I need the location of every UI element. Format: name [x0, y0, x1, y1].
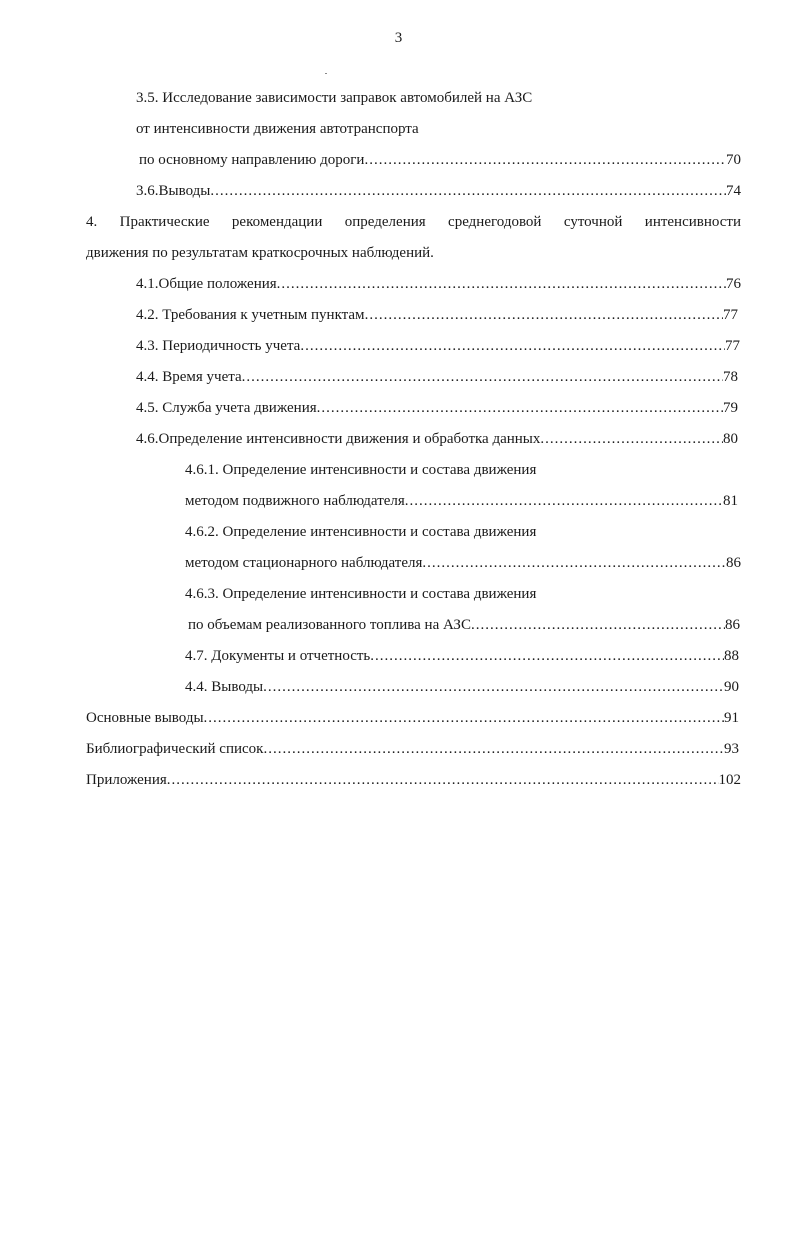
leader-dots — [540, 430, 723, 448]
toc-title: 4.5. Служба учета движения — [136, 400, 317, 416]
toc-entry-4-3 — [136, 337, 740, 355]
toc-4-6-1-line1: 4.6.1. Определение интенсивности и состава движения — [185, 462, 537, 478]
toc-title: Основные выводы — [86, 710, 204, 726]
leader-dots — [365, 306, 723, 324]
leader-dots — [364, 151, 726, 169]
leader-dots — [405, 492, 723, 510]
page-ref: 77 — [723, 307, 738, 323]
toc-entry-3-5 — [139, 151, 741, 169]
toc-entry-bibliography — [86, 740, 739, 758]
toc-3-5-line3: по основному направлению дороги — [139, 152, 365, 168]
page-number: 3 — [394, 30, 403, 46]
leader-dots — [204, 709, 724, 727]
toc-entry-4-6-2 — [185, 554, 741, 572]
page-ref: 70 — [726, 152, 741, 168]
toc-3-5-line1: 3.5. Исследование зависимости заправок автомобилей на АЗС — [136, 90, 533, 106]
toc-title: 4.4. Время учета — [136, 369, 242, 385]
leader-dots — [263, 678, 724, 696]
toc-title: 4.7. Документы и отчетность — [185, 648, 371, 664]
toc-entry-4-6-3 — [188, 616, 740, 634]
toc-4-6-3-line1: 4.6.3. Определение интенсивности и состава движения — [185, 586, 537, 602]
toc-title: 3.6.Выводы — [136, 183, 211, 199]
page-ref: 86 — [726, 555, 741, 571]
page-ref: 80 — [723, 431, 738, 447]
page-ref: 93 — [724, 741, 739, 757]
toc-entry-4-4 — [136, 368, 738, 386]
leader-dots — [263, 740, 724, 758]
page-ref: 77 — [725, 338, 740, 354]
toc-entry-4-2 — [136, 306, 738, 324]
toc-entry-4-4-conclusions — [185, 678, 739, 696]
toc-title: 4.6.Определение интенсивности движения и обработка данных — [136, 431, 541, 447]
leader-dots — [422, 554, 726, 572]
page-ref: 81 — [723, 493, 738, 509]
leader-dots — [277, 275, 726, 293]
page-ref: 76 — [726, 276, 741, 292]
leader-dots — [300, 337, 725, 355]
page-ref: 102 — [718, 772, 741, 788]
toc-title: методом стационарного наблюдателя — [185, 555, 423, 571]
leader-dots — [242, 368, 723, 386]
page-ref: 88 — [724, 648, 739, 664]
toc-4-line1: 4. Практические рекомендации определения среднегодовой суточной интенсивности — [86, 214, 741, 230]
leader-dots — [210, 182, 726, 200]
toc-title: 4.2. Требования к учетным пунктам — [136, 307, 365, 323]
toc-entry-4-6 — [136, 430, 738, 448]
page-ref: 79 — [723, 400, 738, 416]
toc-entry-4-6-1 — [185, 492, 738, 510]
page-ref: 86 — [725, 617, 740, 633]
leader-dots — [471, 616, 725, 634]
scan-speck — [325, 73, 327, 74]
toc-3-5-line2: от интенсивности движения автотранспорта — [136, 121, 419, 137]
toc-title: Библиографический список — [86, 741, 264, 757]
page-ref: 90 — [724, 679, 739, 695]
page-ref: 74 — [726, 183, 741, 199]
toc-title: методом подвижного наблюдателя — [185, 493, 405, 509]
leader-dots — [167, 771, 719, 789]
toc-title: 4.1.Общие положения — [136, 276, 277, 292]
toc-entry-4-7 — [185, 647, 739, 665]
toc-title: 4.4. Выводы — [185, 679, 264, 695]
toc-title: Приложения — [86, 772, 167, 788]
toc-title: по объемам реализованного топлива на АЗС — [188, 617, 471, 633]
toc-entry-4-1 — [136, 275, 741, 293]
leader-dots — [370, 647, 724, 665]
toc-entry-3-6 — [136, 182, 741, 200]
leader-dots — [317, 399, 723, 417]
toc-entry-appendices — [86, 771, 741, 789]
toc-entry-conclusions — [86, 709, 739, 727]
page-ref: 78 — [723, 369, 738, 385]
toc-4-line2: движения по результатам краткосрочных наблюдений. — [86, 245, 434, 261]
page-ref: 91 — [724, 710, 739, 726]
toc-entry-4-5 — [136, 399, 738, 417]
toc-title: 4.3. Периодичность учета — [136, 338, 301, 354]
toc-4-6-2-line1: 4.6.2. Определение интенсивности и состава движения — [185, 524, 537, 540]
